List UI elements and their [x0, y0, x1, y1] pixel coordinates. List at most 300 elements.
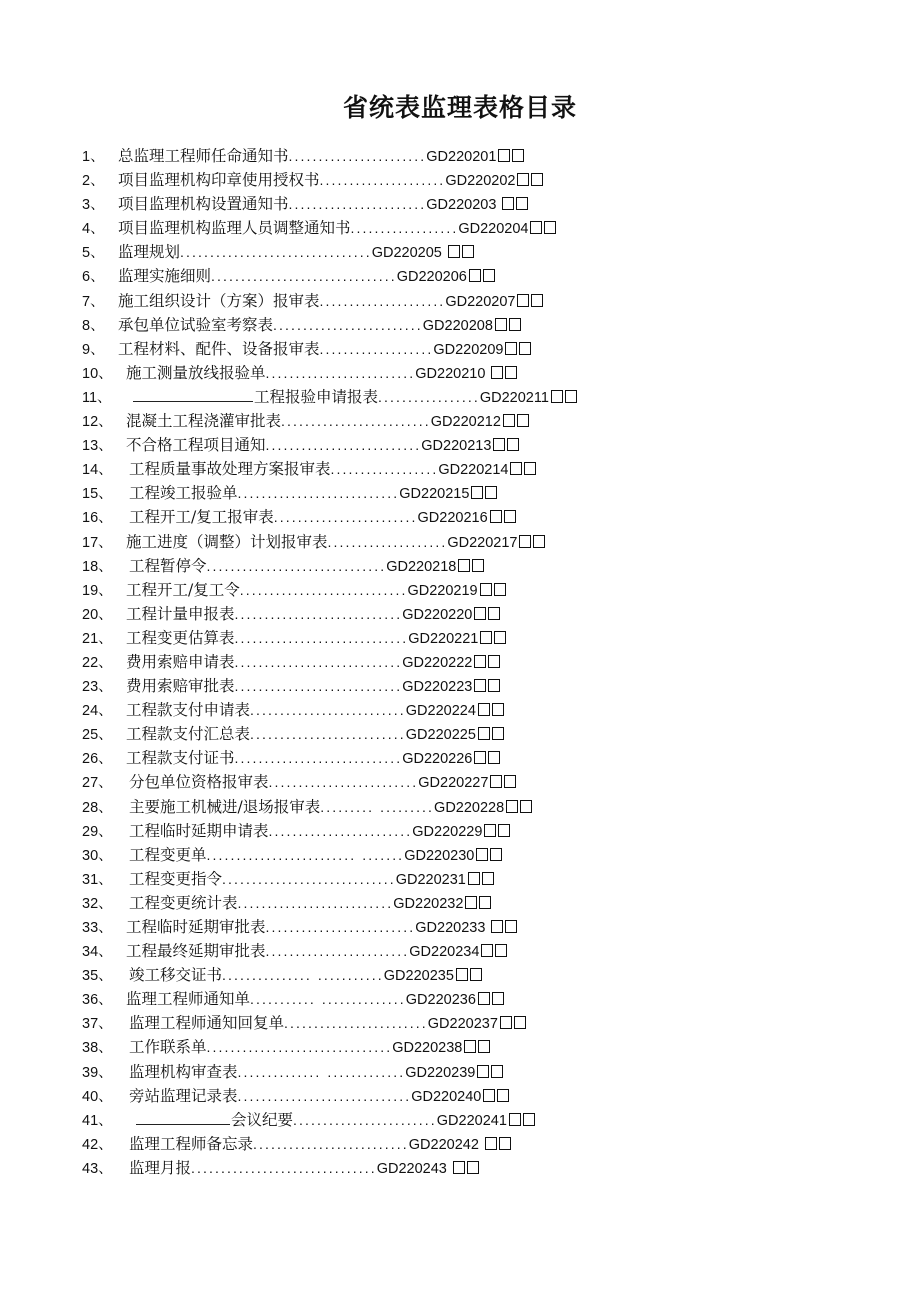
- dot-leader: ....................: [327, 533, 448, 550]
- list-item: [82, 602, 702, 626]
- form-code: GD220228: [434, 799, 505, 816]
- checkbox-icon[interactable]: [499, 1137, 511, 1150]
- item-number: 6、: [82, 269, 105, 286]
- dot-leader: .............. .............: [237, 1063, 406, 1080]
- checkbox-icon[interactable]: [491, 366, 503, 379]
- form-code: GD220223: [402, 679, 473, 696]
- checkbox-icon[interactable]: [488, 655, 500, 668]
- item-name: 工程临时延期审批表: [126, 918, 266, 936]
- checkbox-icon[interactable]: [490, 775, 502, 788]
- item-number: 5、: [82, 245, 105, 262]
- item-number: 33、: [82, 920, 113, 936]
- checkbox-icon[interactable]: [480, 631, 492, 644]
- form-code: GD220212: [430, 414, 501, 431]
- dot-leader: ............... ...........: [222, 967, 384, 984]
- form-code: GD220238: [392, 1040, 463, 1057]
- list-item: [82, 698, 702, 722]
- list-item: [82, 1108, 702, 1132]
- list-item: [82, 361, 702, 385]
- checkbox-icon[interactable]: [491, 1065, 503, 1078]
- list-item: [82, 795, 702, 819]
- dot-leader: ..................: [350, 220, 459, 237]
- list-item: [82, 289, 702, 313]
- checkbox-icon[interactable]: [505, 342, 517, 355]
- dot-leader: .........................: [268, 774, 419, 791]
- form-code: GD220227: [418, 775, 489, 792]
- form-code: GD220235: [383, 968, 454, 985]
- checkbox-icon[interactable]: [469, 269, 481, 282]
- checkbox-icon[interactable]: [484, 824, 496, 837]
- checkbox-icon[interactable]: [517, 173, 529, 186]
- dot-leader: .......................: [288, 148, 427, 164]
- checkbox-icon[interactable]: [498, 824, 510, 837]
- list-item: [82, 722, 702, 746]
- item-name: 不合格工程项目通知: [126, 436, 266, 455]
- dot-leader: .........................: [281, 413, 431, 430]
- item-name: 监理机构审查表: [129, 1062, 238, 1081]
- checkbox-icon[interactable]: [495, 318, 507, 331]
- item-name: 工程款支付申请表: [126, 701, 251, 720]
- item-number: 18、: [82, 558, 113, 575]
- item-name: 分包单位资格报审表: [129, 773, 269, 792]
- list-item: [82, 1132, 702, 1156]
- list-item: [82, 264, 702, 288]
- item-number: 40、: [82, 1088, 113, 1105]
- list-item: [82, 867, 702, 891]
- form-code: GD220231: [395, 871, 466, 888]
- checkbox-icon[interactable]: [520, 800, 532, 813]
- item-name: 工程质量事故处理方案报审表: [129, 460, 331, 479]
- checkbox-icon[interactable]: [530, 221, 542, 234]
- form-code: GD220229: [412, 823, 483, 840]
- form-code: GD220236: [405, 992, 476, 1009]
- list-item: [82, 1011, 702, 1035]
- dot-leader: .....................: [319, 172, 446, 189]
- form-code: GD220234: [409, 944, 480, 961]
- form-code: GD220224: [405, 703, 476, 720]
- dot-leader: ......... .........: [320, 798, 435, 815]
- checkbox-icon[interactable]: [514, 1016, 526, 1029]
- form-code: GD220203: [426, 197, 501, 214]
- item-number: 27、: [82, 775, 113, 792]
- checkbox-icon[interactable]: [492, 703, 504, 716]
- checkbox-icon[interactable]: [479, 896, 491, 909]
- item-number: 3、: [82, 197, 105, 214]
- checkbox-icon[interactable]: [500, 1016, 512, 1029]
- checkbox-icon[interactable]: [509, 1113, 521, 1126]
- list-item: [82, 457, 702, 481]
- checkbox-icon[interactable]: [471, 486, 483, 499]
- list-item: [82, 240, 702, 264]
- item-name: 工程报验申请报表: [254, 387, 379, 406]
- dot-leader: .........................: [265, 364, 416, 381]
- checkbox-icon[interactable]: [503, 414, 515, 427]
- dot-leader: ..........................: [250, 702, 406, 719]
- item-number: 29、: [82, 823, 113, 840]
- item-number: 16、: [82, 510, 113, 527]
- item-number: 24、: [82, 703, 113, 720]
- item-number: 39、: [82, 1064, 113, 1081]
- dot-leader: ..................: [330, 461, 439, 478]
- list-item: [82, 819, 702, 843]
- checkbox-icon[interactable]: [482, 872, 494, 885]
- form-code: GD220241: [436, 1112, 507, 1129]
- list-item: [82, 481, 702, 505]
- item-name: 施工组织设计（方案）报审表: [118, 291, 320, 310]
- dot-leader: ......................... .......: [206, 846, 405, 863]
- checkbox-icon[interactable]: [495, 944, 507, 957]
- dot-leader: ........................: [293, 1111, 437, 1128]
- dot-leader: .....................: [319, 292, 446, 309]
- dot-leader: ..............................: [206, 557, 387, 574]
- dot-leader: .............................: [222, 870, 396, 887]
- form-code: GD220201: [426, 149, 497, 165]
- checkbox-icon[interactable]: [505, 920, 517, 933]
- item-number: 31、: [82, 871, 113, 888]
- list-item: [82, 530, 702, 554]
- checkbox-icon[interactable]: [453, 1161, 465, 1174]
- checkbox-icon[interactable]: [474, 751, 486, 764]
- item-name: 旁站监理记录表: [129, 1086, 238, 1105]
- checkbox-icon[interactable]: [516, 197, 528, 210]
- checkbox-icon[interactable]: [476, 848, 488, 861]
- checkbox-icon[interactable]: [485, 486, 497, 499]
- form-code: GD220230: [404, 847, 475, 864]
- item-name: 工程款支付汇总表: [126, 725, 251, 744]
- item-name: 工程临时延期申请表: [129, 821, 269, 840]
- list-item: [82, 1060, 702, 1084]
- form-code: GD220214: [438, 462, 509, 479]
- dot-leader: .........................: [273, 316, 423, 333]
- form-code: GD220219: [407, 582, 478, 599]
- form-code: GD220208: [422, 317, 493, 334]
- item-name: 承包单位试验室考察表: [118, 315, 274, 334]
- dot-leader: ............................: [239, 581, 408, 598]
- checkbox-icon[interactable]: [458, 559, 470, 572]
- form-code: GD220221: [408, 630, 479, 647]
- checkbox-icon[interactable]: [488, 751, 500, 764]
- item-name: 监理月报: [129, 1158, 192, 1177]
- dot-leader: ..........................: [265, 437, 422, 454]
- form-code: GD220217: [447, 534, 518, 551]
- list-item: [82, 505, 702, 529]
- item-name: 工程暂停令: [129, 556, 207, 575]
- dot-leader: ............................: [234, 605, 403, 622]
- item-number: 4、: [82, 221, 105, 238]
- form-code: GD220240: [411, 1088, 482, 1105]
- item-name: 监理工程师备忘录: [129, 1134, 254, 1153]
- item-name: 工程款支付证书: [126, 749, 235, 768]
- item-number: 35、: [82, 968, 113, 985]
- list-item: [82, 433, 702, 457]
- dot-leader: ...................: [319, 340, 434, 357]
- item-number: 11、: [82, 389, 112, 406]
- item-number: 9、: [82, 341, 105, 358]
- form-code: GD220215: [399, 486, 470, 503]
- list-item: [82, 385, 702, 409]
- item-name: 混凝土工程浇灌审批表: [126, 412, 282, 431]
- dot-leader: ............................: [234, 678, 403, 695]
- list-item: [82, 144, 702, 168]
- form-index-list: [82, 144, 702, 1180]
- checkbox-icon[interactable]: [448, 245, 460, 258]
- item-name: 会议纪要: [231, 1110, 294, 1129]
- list-item: [82, 650, 702, 674]
- checkbox-icon[interactable]: [502, 197, 514, 210]
- dot-leader: .............................: [234, 629, 409, 646]
- form-code: GD220225: [405, 727, 476, 744]
- form-code: GD220216: [417, 510, 488, 527]
- item-number: 10、: [82, 365, 113, 382]
- dot-leader: .......................: [288, 196, 427, 213]
- fill-in-blank: [136, 1110, 230, 1125]
- list-item: [82, 843, 702, 867]
- list-item: [82, 168, 702, 192]
- item-number: 32、: [82, 895, 113, 912]
- list-item: [82, 409, 702, 433]
- checkbox-icon[interactable]: [491, 920, 503, 933]
- form-code: GD220205: [371, 245, 446, 262]
- list-item: [82, 578, 702, 602]
- list-item: [82, 337, 702, 361]
- form-code: GD220204: [458, 221, 529, 238]
- checkbox-icon[interactable]: [505, 366, 517, 379]
- item-name: 工程变更单: [129, 845, 207, 864]
- item-number: 30、: [82, 847, 113, 864]
- item-name: 监理规划: [118, 243, 181, 262]
- checkbox-icon[interactable]: [478, 1040, 490, 1053]
- checkbox-icon[interactable]: [480, 583, 492, 596]
- checkbox-icon[interactable]: [507, 438, 519, 451]
- checkbox-icon[interactable]: [462, 245, 474, 258]
- dot-leader: .........................: [265, 919, 416, 935]
- dot-leader: .............................: [237, 1087, 412, 1104]
- item-number: 7、: [82, 293, 105, 310]
- form-code: GD220206: [396, 269, 467, 286]
- item-name: 监理工程师通知单: [126, 990, 251, 1009]
- item-number: 2、: [82, 173, 105, 190]
- list-item: [82, 746, 702, 770]
- list-item: [82, 674, 702, 698]
- form-code: GD220222: [402, 654, 473, 671]
- dot-leader: ...............................: [211, 268, 397, 285]
- checkbox-icon[interactable]: [506, 800, 518, 813]
- checkbox-icon[interactable]: [504, 775, 516, 788]
- checkbox-icon[interactable]: [464, 1040, 476, 1053]
- checkbox-icon[interactable]: [468, 872, 480, 885]
- form-code: GD220209: [433, 341, 504, 358]
- checkbox-icon[interactable]: [565, 390, 577, 403]
- checkbox-icon[interactable]: [490, 510, 502, 523]
- form-code: GD220202: [445, 173, 516, 190]
- form-code: GD220218: [386, 558, 457, 575]
- item-name: 监理实施细则: [118, 267, 212, 286]
- item-number: 41、: [82, 1112, 113, 1129]
- item-number: 13、: [82, 438, 113, 455]
- checkbox-icon[interactable]: [478, 727, 490, 740]
- item-number: 19、: [82, 582, 113, 599]
- item-number: 38、: [82, 1040, 113, 1057]
- checkbox-icon[interactable]: [472, 559, 484, 572]
- checkbox-icon[interactable]: [523, 1113, 535, 1126]
- item-number: 8、: [82, 317, 105, 334]
- item-number: 22、: [82, 654, 113, 671]
- checkbox-icon[interactable]: [492, 727, 504, 740]
- list-item: [82, 192, 702, 216]
- checkbox-icon[interactable]: [509, 318, 521, 331]
- checkbox-icon[interactable]: [494, 583, 506, 596]
- item-name: 工程变更估算表: [126, 628, 235, 647]
- dot-leader: ..........................: [250, 726, 406, 743]
- checkbox-icon[interactable]: [470, 968, 482, 981]
- list-item: [82, 915, 702, 939]
- checkbox-icon[interactable]: [544, 221, 556, 234]
- checkbox-icon[interactable]: [498, 149, 510, 162]
- dot-leader: ..........................: [237, 894, 394, 911]
- checkbox-icon[interactable]: [474, 655, 486, 668]
- item-name: 工程材料、配件、设备报审表: [118, 339, 320, 358]
- item-name: 项目监理机构设置通知书: [118, 195, 289, 214]
- checkbox-icon[interactable]: [493, 438, 505, 451]
- item-name: 监理工程师通知回复单: [129, 1014, 285, 1033]
- item-name: 总监理工程师任命通知书: [118, 147, 289, 165]
- checkbox-icon[interactable]: [519, 342, 531, 355]
- dot-leader: ............................: [234, 750, 403, 767]
- checkbox-icon[interactable]: [474, 607, 486, 620]
- item-name: 工程最终延期审批表: [126, 942, 266, 961]
- checkbox-icon[interactable]: [478, 703, 490, 716]
- item-name: 项目监理机构印章使用授权书: [118, 171, 320, 190]
- form-code: GD220213: [421, 438, 492, 455]
- item-name: 工程变更指令: [129, 869, 223, 888]
- checkbox-icon[interactable]: [524, 462, 536, 475]
- list-item: [82, 963, 702, 987]
- checkbox-icon[interactable]: [494, 631, 506, 644]
- dot-leader: ...........................: [237, 485, 400, 502]
- list-item: [82, 987, 702, 1011]
- checkbox-icon[interactable]: [465, 896, 477, 909]
- checkbox-icon[interactable]: [490, 848, 502, 861]
- item-number: 21、: [82, 630, 113, 647]
- dot-leader: ........................: [265, 943, 410, 960]
- checkbox-icon[interactable]: [551, 390, 563, 403]
- dot-leader: ................................: [180, 244, 372, 261]
- item-number: 12、: [82, 414, 113, 431]
- dot-leader: ..........................: [253, 1135, 409, 1152]
- item-name: 工程竣工报验单: [129, 484, 238, 503]
- list-item: [82, 216, 702, 240]
- checkbox-icon[interactable]: [497, 1089, 509, 1102]
- checkbox-icon[interactable]: [492, 992, 504, 1005]
- item-number: 20、: [82, 606, 113, 623]
- checkbox-icon[interactable]: [519, 535, 531, 548]
- item-number: 42、: [82, 1136, 113, 1153]
- checkbox-icon[interactable]: [456, 968, 468, 981]
- list-item: [82, 313, 702, 337]
- list-item: [82, 939, 702, 963]
- checkbox-icon[interactable]: [474, 679, 486, 692]
- item-name: 费用索赔审批表: [126, 677, 235, 696]
- item-number: 25、: [82, 727, 113, 744]
- form-code: GD220242: [408, 1136, 483, 1153]
- item-number: 1、: [82, 149, 105, 165]
- item-number: 17、: [82, 534, 113, 551]
- checkbox-icon[interactable]: [485, 1137, 497, 1150]
- item-name: 费用索赔申请表: [126, 652, 235, 671]
- list-item: [82, 554, 702, 578]
- form-code: GD220232: [393, 895, 464, 912]
- item-number: 26、: [82, 751, 113, 768]
- dot-leader: ............................: [234, 653, 403, 670]
- list-item: [82, 1084, 702, 1108]
- dot-leader: ........................: [273, 509, 418, 526]
- form-code: GD220207: [445, 293, 516, 310]
- checkbox-icon[interactable]: [531, 294, 543, 307]
- form-code: GD220211: [479, 389, 549, 406]
- dot-leader: ...............................: [191, 1159, 377, 1176]
- checkbox-icon[interactable]: [467, 1161, 479, 1174]
- dot-leader: ........................: [268, 822, 413, 839]
- item-name: 项目监理机构监理人员调整通知书: [118, 219, 351, 238]
- item-number: 14、: [82, 462, 113, 479]
- item-name: 施工测量放线报验单: [126, 363, 266, 382]
- item-name: 工程计量申报表: [126, 604, 235, 623]
- checkbox-icon[interactable]: [512, 149, 524, 162]
- checkbox-icon[interactable]: [483, 269, 495, 282]
- item-number: 28、: [82, 799, 113, 816]
- item-name: 工程变更统计表: [129, 893, 238, 912]
- item-number: 36、: [82, 992, 113, 1009]
- checkbox-icon[interactable]: [517, 414, 529, 427]
- item-number: 43、: [82, 1160, 113, 1177]
- form-code: GD220210: [415, 365, 490, 382]
- dot-leader: .................: [378, 388, 480, 405]
- form-code: GD220243: [376, 1160, 451, 1177]
- item-name: 工作联系单: [129, 1038, 207, 1057]
- item-number: 34、: [82, 944, 113, 961]
- item-name: 主要施工机械进/退场报审表: [129, 797, 321, 816]
- checkbox-icon[interactable]: [481, 944, 493, 957]
- checkbox-icon[interactable]: [488, 679, 500, 692]
- checkbox-icon[interactable]: [477, 1065, 489, 1078]
- item-name: 工程开工/复工令: [126, 580, 240, 599]
- checkbox-icon[interactable]: [504, 510, 516, 523]
- list-item: [82, 1156, 702, 1180]
- checkbox-icon[interactable]: [531, 173, 543, 186]
- item-number: 37、: [82, 1016, 113, 1033]
- list-item: [82, 770, 702, 794]
- item-name: 竣工移交证书: [129, 966, 223, 985]
- checkbox-icon[interactable]: [517, 294, 529, 307]
- form-code: GD220233: [415, 920, 490, 936]
- checkbox-icon[interactable]: [510, 462, 522, 475]
- checkbox-icon[interactable]: [533, 535, 545, 548]
- checkbox-icon[interactable]: [483, 1089, 495, 1102]
- checkbox-icon[interactable]: [488, 607, 500, 620]
- list-item: [82, 1035, 702, 1059]
- dot-leader: ...............................: [206, 1039, 393, 1056]
- fill-in-blank: [133, 387, 253, 402]
- list-item: [82, 891, 702, 915]
- form-code: GD220237: [427, 1016, 498, 1033]
- form-code: GD220239: [405, 1064, 476, 1081]
- list-item: [82, 626, 702, 650]
- page-title: 省统表监理表格目录: [342, 93, 577, 122]
- item-name: 工程开工/复工报审表: [129, 508, 274, 527]
- dot-leader: ........... ..............: [250, 991, 406, 1008]
- checkbox-icon[interactable]: [478, 992, 490, 1005]
- item-name: 施工进度（调整）计划报审表: [126, 532, 328, 551]
